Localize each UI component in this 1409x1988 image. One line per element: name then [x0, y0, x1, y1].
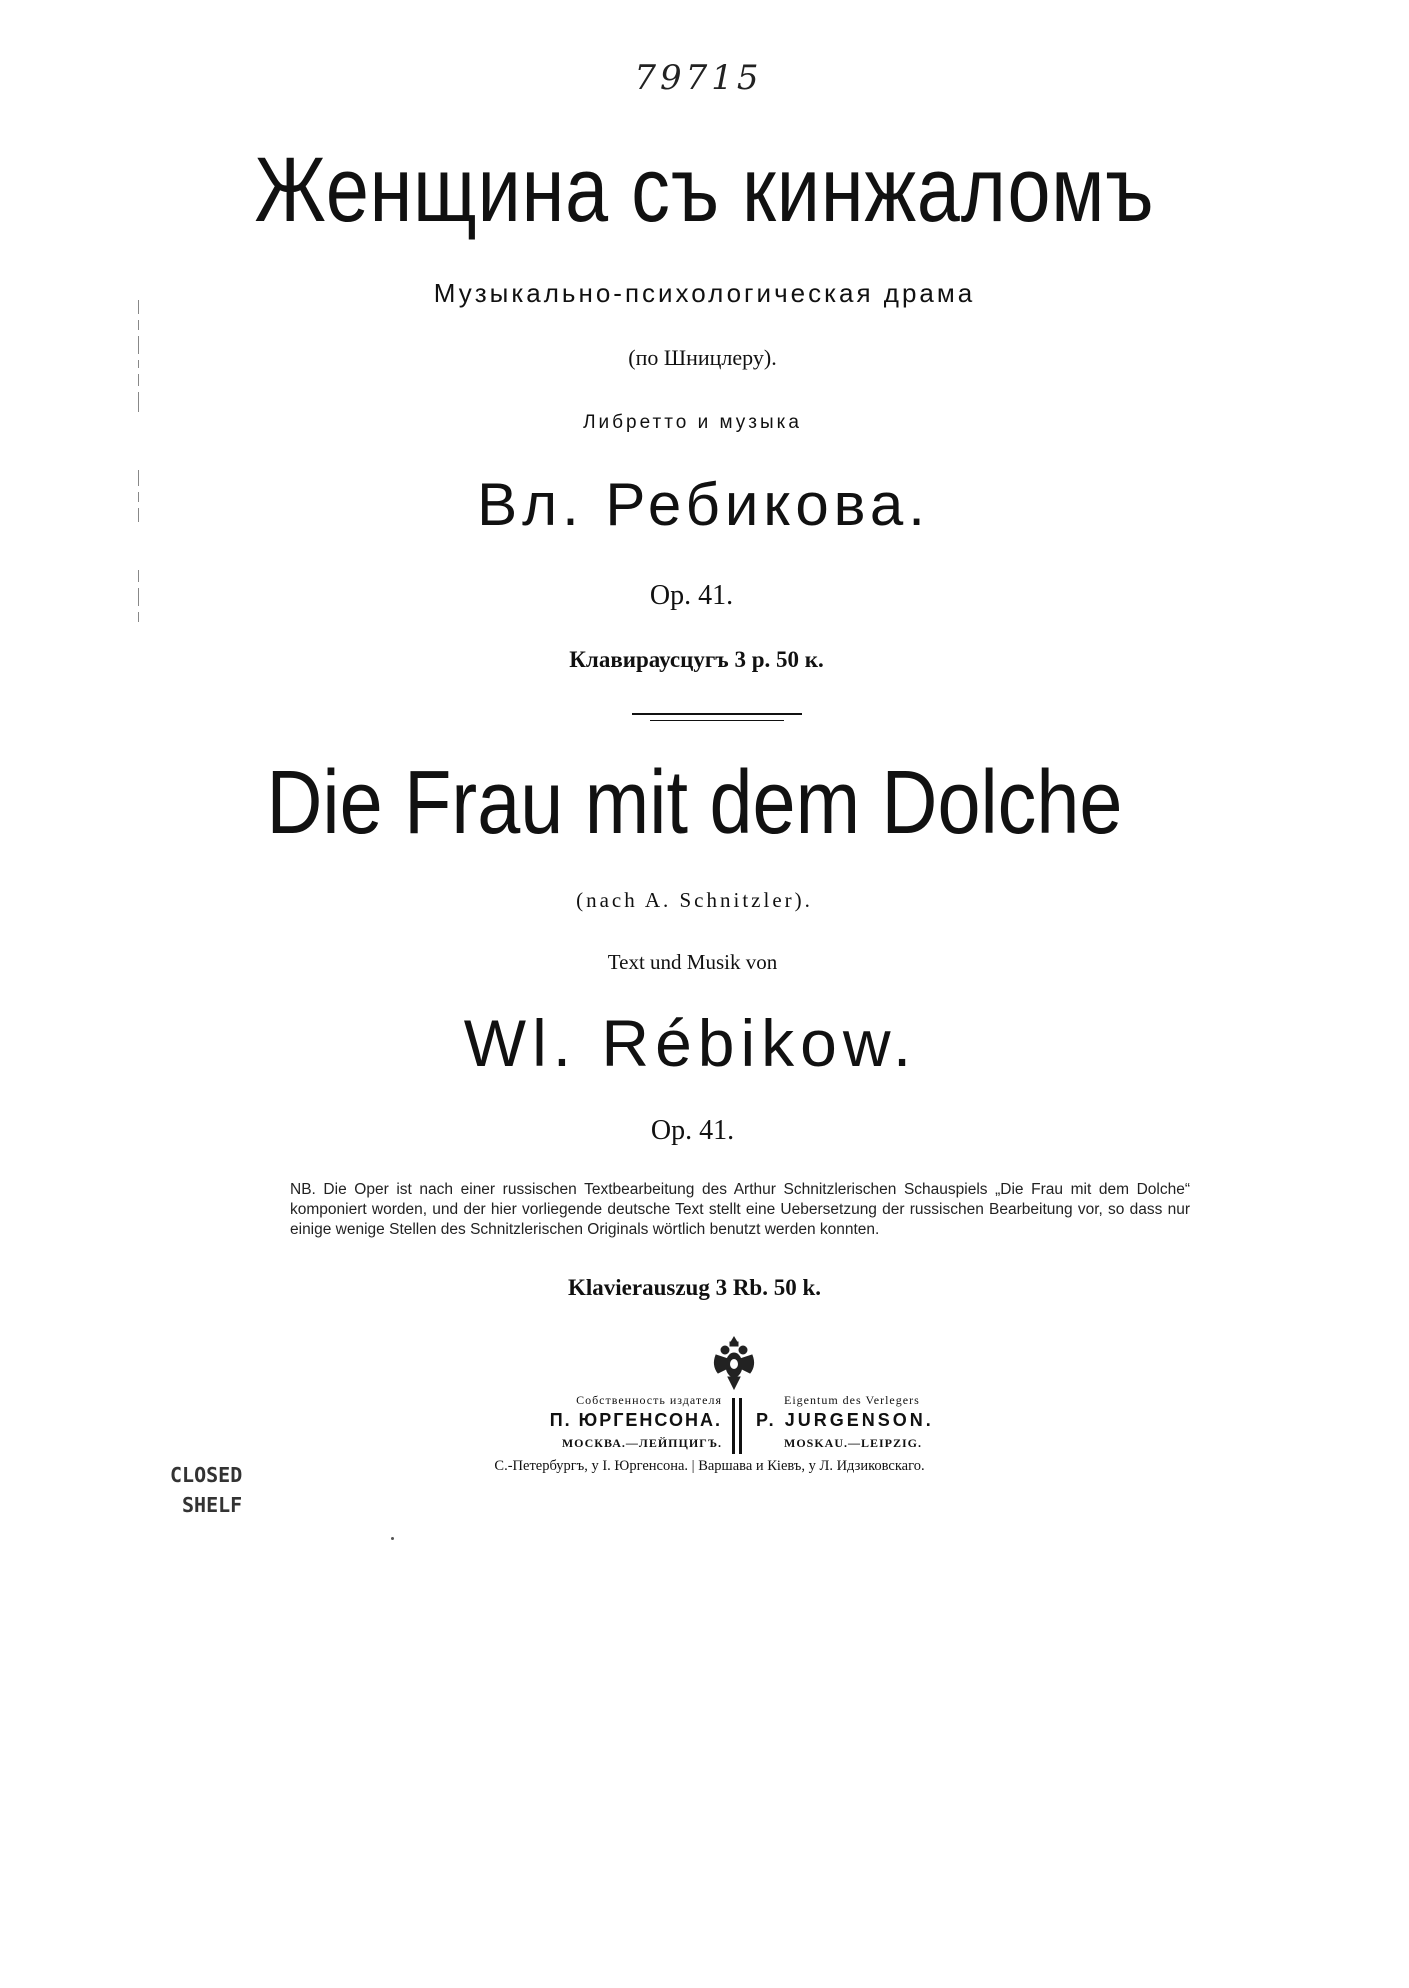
publisher-city-russian: МОСКВА.—ЛЕЙПЦИГЪ. — [561, 1436, 722, 1450]
catalog-number: 79715 — [634, 58, 763, 98]
publisher-label-german: Eigentum des Verlegers — [784, 1393, 920, 1407]
credit-german: Text und Musik von — [607, 950, 778, 974]
publisher-label-russian: Собственность издателя — [576, 1393, 722, 1407]
subtitle-russian: Музыкально-психологическая драма — [433, 278, 976, 308]
publisher-name-russian: П. ЮРГЕНСОНА. — [549, 1410, 722, 1430]
publisher-city-german: MOSKAU.—LEIPZIG. — [784, 1436, 923, 1450]
composer-russian: Вл. Ребикова. — [477, 471, 930, 538]
library-stamp-shelf: SHELF — [182, 1493, 243, 1517]
publisher-name-german: P. JURGENSON. — [756, 1410, 934, 1430]
price-russian: Клавираусцугъ 3 р. 50 к. — [569, 647, 824, 672]
source-russian: (по Шницлеру). — [628, 345, 777, 370]
source-german: (nach A. Schnitzler). — [576, 888, 813, 912]
opus-german: Op. 41. — [650, 1115, 735, 1146]
library-stamp-closed: CLOSED — [170, 1463, 243, 1487]
title-german: Die Frau mit dem Dolche — [266, 753, 1123, 853]
note-german: NB. Die Oper ist nach einer russischen Textbearbeitung des Arthur Schnitzlerischen Schauspiels „Die Frau mit dem Dolche“ komponiert worden, und der hier vorliegende deutsche Text stellt eine Uebersetzung der russischen Bearbeitung vor, so dass nur einige wenige Stellen des Schnitzlerischen Originals wörtlich benutzt werden konnten. — [290, 1181, 1190, 1238]
divider-line-thin — [650, 720, 784, 721]
price-german: Klavierauszug 3 Rb. 50 k. — [567, 1275, 822, 1300]
title-russian: Женщина съ кинжаломъ — [254, 139, 1155, 241]
divider-line — [632, 713, 802, 715]
publisher-separator-left — [732, 1398, 735, 1454]
publisher-agents: С.-Петербургъ, у I. Юргенсона. | Варшава и Кіевъ, у Л. Идзиковскаго. — [494, 1458, 925, 1474]
opus-russian: Op. 41. — [649, 580, 734, 611]
publisher-separator-right — [739, 1398, 742, 1454]
double-headed-eagle-icon — [710, 1335, 758, 1391]
composer-german: Wl. Rébikow. — [463, 1006, 918, 1080]
credit-russian: Либретто и музыка — [583, 412, 802, 433]
speck — [391, 1537, 394, 1540]
